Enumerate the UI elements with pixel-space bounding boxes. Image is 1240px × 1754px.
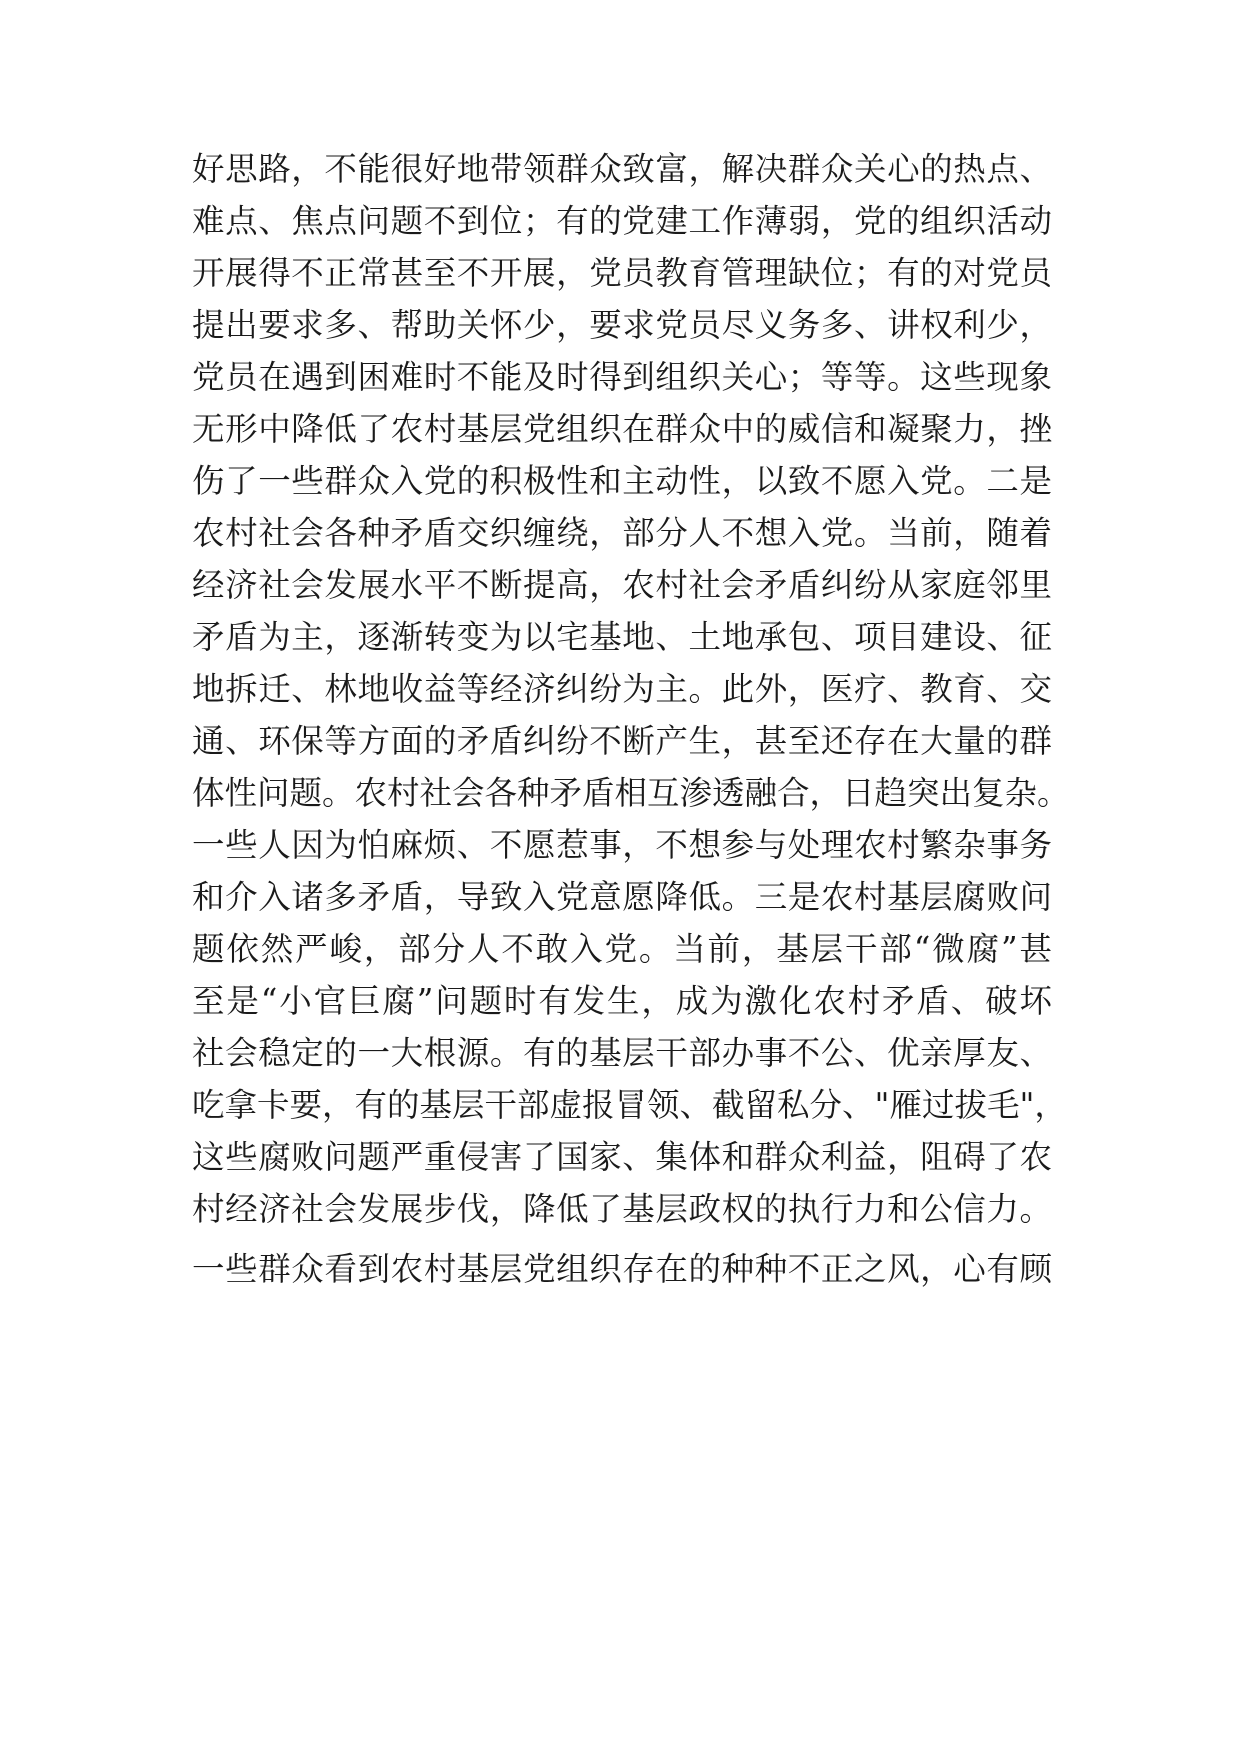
text-line: 经济社会发展水平不断提高，农村社会矛盾纠纷从家庭邻里 bbox=[192, 566, 1052, 604]
text-line: 开展得不正常甚至不开展，党员教育管理缺位；有的对党员 bbox=[192, 254, 1052, 292]
text-line: 这些腐败问题严重侵害了国家、集体和群众利益，阻碍了农 bbox=[192, 1138, 1052, 1176]
text-line: 好思路，不能很好地带领群众致富，解决群众关心的热点、 bbox=[192, 150, 1052, 188]
text-line: 提出要求多、帮助关怀少，要求党员尽义务多、讲权利少， bbox=[192, 306, 1052, 344]
text-line: 无形中降低了农村基层党组织在群众中的威信和凝聚力，挫 bbox=[192, 410, 1052, 448]
body-text bbox=[192, 143, 1070, 1295]
text-line: 伤了一些群众入党的积极性和主动性，以致不愿入党。二是 bbox=[192, 462, 1052, 500]
text-line: 难点、焦点问题不到位；有的党建工作薄弱，党的组织活动 bbox=[192, 202, 1052, 240]
text-line: 和介入诸多矛盾，导致入党意愿降低。三是农村基层腐败问 bbox=[192, 878, 1052, 916]
text-line: 一些群众看到农村基层党组织存在的种种不正之风，心有顾 bbox=[192, 1250, 1052, 1288]
text-line: 通、环保等方面的矛盾纠纷不断产生，甚至还存在大量的群 bbox=[192, 722, 1052, 760]
text-line: 题依然严峻，部分人不敢入党。当前，基层干部“微腐”甚 bbox=[192, 930, 1052, 968]
text-line: 地拆迁、林地收益等经济纠纷为主。此外，医疗、教育、交 bbox=[192, 670, 1052, 708]
text-line: 农村社会各种矛盾交织缠绕，部分人不想入党。当前，随着 bbox=[192, 514, 1052, 552]
text-line: 社会稳定的一大根源。有的基层干部办事不公、优亲厚友、 bbox=[192, 1034, 1052, 1072]
text-line: 吃拿卡要，有的基层干部虚报冒领、截留私分、"雁过拔毛"， bbox=[192, 1086, 1067, 1124]
text-line: 党员在遇到困难时不能及时得到组织关心；等等。这些现象 bbox=[192, 358, 1052, 396]
text-line: 至是“小官巨腐”问题时有发生，成为激化农村矛盾、破坏 bbox=[192, 982, 1052, 1020]
text-line: 矛盾为主，逐渐转变为以宅基地、土地承包、项目建设、征 bbox=[192, 618, 1052, 656]
text-line: 村经济社会发展步伐，降低了基层政权的执行力和公信力。 bbox=[192, 1190, 1052, 1228]
text-line: 一些人因为怕麻烦、不愿惹事，不想参与处理农村繁杂事务 bbox=[192, 826, 1052, 864]
text-line: 体性问题。农村社会各种矛盾相互渗透融合，日趋突出复杂。 bbox=[192, 774, 1070, 812]
